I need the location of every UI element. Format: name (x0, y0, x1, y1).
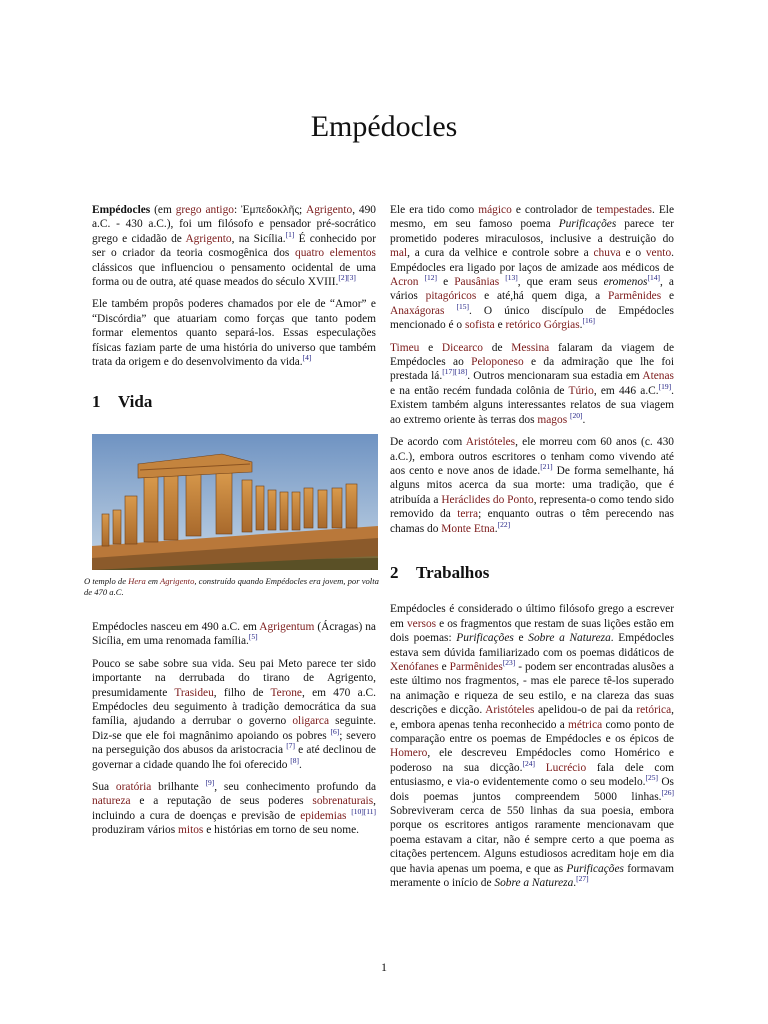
text-run: Sobre a Natureza (528, 632, 611, 645)
text-run: . Ele mesmo, em seu famoso poema (390, 204, 675, 231)
wiki-link[interactable]: Aristóteles (465, 436, 516, 449)
wiki-link[interactable]: Trasideu (174, 686, 214, 699)
wiki-link[interactable]: Agrigento (160, 575, 195, 586)
reference-link[interactable]: [6] (330, 726, 340, 736)
text-run: . (299, 758, 302, 771)
wiki-link[interactable]: Agrigentum (259, 620, 315, 633)
wiki-link[interactable]: retórica (636, 704, 672, 717)
text-run: ; severo na perseguição dos abusos da aristocracia (92, 729, 376, 757)
text-run: Ele também propôs poderes chamados por ele de “Amor” e “Discórdia” que atuariam como forças que tanto podem formar elementos quanto separá-los. Essas especulações físicas faziam parte de uma história do universo que também trata da origem e do desenvolvimento da vida. (92, 298, 376, 369)
reference-link[interactable]: [1] (285, 230, 295, 240)
wiki-link[interactable]: Terone (270, 686, 302, 699)
wiki-link[interactable]: Parmênides (607, 290, 662, 303)
wiki-link[interactable]: Agrigento (306, 204, 353, 216)
section-number: 1 (92, 392, 101, 412)
intro-paragraph-1 (92, 203, 376, 289)
text-run: Purificações (566, 862, 624, 875)
text-run: , construído quando Empédocles era jovem, por volta de 470 a.C. (84, 575, 379, 597)
travel-paragraph (390, 341, 674, 427)
wiki-link[interactable]: Xenófanes (390, 660, 439, 673)
text-run: , ele morreu com 60 anos (c. 430 a.C.), embora outros escritores o tenham como vivendo até aos cento e nove anos de idade. (390, 436, 674, 477)
text-run: , a vários (390, 276, 674, 303)
wiki-link[interactable]: Messina (511, 341, 550, 354)
text-run: e da admiração que lhe foi prestada lá. (390, 356, 674, 383)
section-heading-trabalhos (390, 562, 674, 582)
text-run: Empédocles é considerado o último filósofo grego a escrever em (390, 603, 674, 630)
text-run: Purificações (558, 218, 617, 231)
wiki-link[interactable]: Pausânias (454, 276, 500, 289)
text-run: , representa-o como tendo sido removido da (390, 493, 674, 521)
wiki-link[interactable]: Timeu (390, 341, 420, 354)
reference-link[interactable]: [19] (658, 382, 672, 392)
section-number: 2 (390, 562, 399, 582)
reference-link[interactable]: [14] (647, 273, 660, 283)
text-run: Pouco se sabe sobre sua vida. Seu pai Meto parece ter sido importante na derrubada do tirano de Agrigento, presumidamente (92, 657, 376, 699)
wiki-link[interactable]: natureza (92, 795, 131, 808)
text-run: , em 470 a.C. Empédocles deu seguimento à tradição democrática da sua família, ajudando a derrubar o governo (92, 686, 376, 728)
vida-paragraph-3 (92, 780, 376, 838)
wiki-link[interactable]: Anaxágoras (390, 304, 445, 317)
wiki-link[interactable]: magos (537, 413, 568, 426)
text-run: apelidou-o de pai da (534, 704, 637, 717)
text-run: . Empédocles era ligado por laços de amizade aos médicos de (390, 247, 675, 274)
text-run: falaram da viagem de Empédocles ao (390, 341, 674, 369)
wiki-link[interactable]: grego antigo (175, 204, 234, 216)
wiki-link[interactable]: epidemias (300, 809, 347, 822)
text-run: de (483, 341, 512, 354)
left-column (84, 203, 379, 846)
text-run: e até,há quem diga, a (476, 290, 608, 303)
text-run: e (437, 276, 455, 289)
wiki-link[interactable]: Atenas (642, 370, 674, 383)
reference-link[interactable]: [12] (424, 273, 438, 283)
reference-link[interactable]: [21] (540, 462, 553, 472)
wiki-link[interactable]: mitos (178, 824, 204, 837)
text-run: e os fragmentos que restam de suas lições estão em dois poemas: (390, 617, 675, 645)
text-run: Sobreviveram cerca de 550 linhas da sua poesia, embora porque os escritores antigos raramente mencionavam que poema estavam a citar, não é sempre certo a que poema as citações pertencem. Alguns estudiosos acreditam hoje em dia que havia apenas um poema, e que as (390, 805, 674, 875)
text-run: como ponto de comparação entre os poemas de Empédocles e os épicos de (390, 718, 675, 745)
text-run: (em (150, 204, 176, 216)
section-heading-vida (92, 392, 376, 412)
wiki-link[interactable]: vento (645, 247, 672, 260)
text-run: , a cura da velhice e controle sobre a (407, 247, 594, 260)
text-run: . (573, 877, 577, 890)
wiki-link[interactable]: sobrenaturais (312, 795, 374, 808)
reference-link[interactable]: [24] (522, 759, 535, 769)
text-run: Ele era tido como (390, 204, 479, 216)
reference-link[interactable]: [2][3] (338, 273, 356, 283)
wiki-link[interactable]: oligarca (292, 715, 330, 728)
text-run: , na Sicília. (231, 232, 286, 245)
death-paragraph (390, 435, 674, 536)
wiki-link[interactable]: chuva (593, 247, 621, 260)
reference-link[interactable]: [4] (302, 353, 312, 363)
text-run: : Ἐμπεδοκλῆς; (233, 204, 306, 216)
text-run: fala dele com entusiasmo, e via-o evidentemente como o seu modelo. (390, 761, 674, 789)
text-run (535, 762, 546, 774)
text-run: ; enquanto outras o têm perecendo nas chamas do (390, 508, 674, 535)
reference-link[interactable]: [15] (456, 302, 469, 312)
wiki-link[interactable]: quatro elementos (295, 247, 376, 260)
wiki-link[interactable]: Heráclides do Ponto (441, 493, 534, 506)
reference-link[interactable]: [23] (502, 658, 516, 668)
text-run: parece ter prometido poderes miraculosos, inclusive a destruição do (390, 218, 675, 245)
text-run: e histórias em torno de seu nome. (203, 824, 360, 837)
text-run: . (494, 522, 498, 535)
text-run: Os dois poemas juntos compreendem 5000 linhas. (390, 776, 674, 803)
text-run: , e, embora apenas tenha reconhecido a (390, 704, 674, 731)
text-run: . (579, 319, 583, 332)
text-run: e a reputação de seus poderes (130, 795, 313, 808)
wiki-link[interactable]: Parmênides (449, 660, 503, 673)
wiki-link[interactable]: Túrio (568, 384, 594, 397)
text-run: e (438, 660, 450, 673)
text-run: formavam meramente o início de (390, 862, 675, 890)
wiki-link[interactable]: sofista (464, 319, 495, 332)
text-run: e (494, 319, 506, 332)
text-run: e até declinou de governar a cidade quando lhe foi oferecido (92, 744, 376, 771)
text-run: . Existem também alguns interessantes relatos de sua viagem ao extremo oriente às terras dos (390, 384, 674, 426)
text-run: , em 446 a.C. (593, 384, 659, 397)
temple-photo (92, 434, 378, 570)
wiki-link[interactable]: Peloponeso (471, 356, 524, 369)
wiki-link[interactable]: tempestades (596, 204, 652, 216)
reference-link[interactable]: [10][11] (351, 806, 376, 816)
reference-link[interactable]: [22] (497, 519, 511, 529)
wiki-link[interactable]: Acron (390, 276, 419, 289)
trabalhos-paragraph (390, 602, 674, 890)
text-run: seguinte. Diz-se que ele foi magnânimo apoiando os pobres (92, 715, 376, 742)
reference-link[interactable]: [8] (290, 755, 300, 765)
text-run: Sobre a Natureza (494, 877, 574, 890)
section-title: Vida (118, 392, 153, 412)
text-run: Empédocles (92, 204, 151, 216)
reference-link[interactable]: [27] (576, 874, 589, 884)
wiki-link[interactable]: métrica (568, 718, 603, 731)
wiki-link[interactable]: pitagóricos (425, 290, 477, 303)
wiki-link[interactable]: Dicearco (441, 341, 483, 354)
text-run: brilhante (151, 780, 206, 793)
temple-of-hera-image (92, 434, 378, 570)
reference-link[interactable]: [9] (205, 778, 215, 788)
wiki-link[interactable]: Aristóteles (485, 704, 535, 717)
text-run: e controlador de (511, 204, 597, 216)
text-run: produziram vários (92, 824, 179, 837)
wiki-link[interactable]: mágico (478, 204, 512, 216)
wiki-link[interactable]: Lucrécio (545, 761, 587, 774)
wiki-link[interactable]: Górgias (543, 319, 580, 332)
text-run: Sua (92, 780, 116, 793)
reference-link[interactable]: [17][18] (442, 367, 468, 377)
reference-link[interactable]: [26] (661, 787, 674, 797)
text-run: De acordo com (390, 436, 466, 449)
text-run: . Outros mencionaram sua estadia em (467, 370, 643, 383)
text-run: É conhecido por ser o criador da teoria cosmogênica dos (92, 232, 377, 260)
wiki-link[interactable]: Hera (128, 575, 146, 586)
text-run: Purificações (456, 632, 514, 645)
vida-paragraph-2 (92, 657, 376, 772)
reference-link[interactable]: [5] (248, 632, 258, 642)
reference-link[interactable]: [16] (582, 316, 595, 326)
wiki-link[interactable]: Monte Etna (441, 522, 495, 535)
text-run: e o (620, 247, 646, 260)
wiki-link[interactable]: oratória (115, 780, 152, 793)
text-run (444, 305, 456, 317)
wiki-link[interactable]: terra (457, 508, 479, 521)
reference-link[interactable]: [7] (286, 741, 295, 751)
section-title: Trabalhos (416, 562, 490, 582)
text-run: e (419, 341, 442, 354)
text-run: Empédocles nasceu em 490 a.C. em (92, 620, 260, 633)
intro-paragraph-2 (92, 297, 376, 369)
reference-link[interactable]: [25] (645, 773, 658, 783)
text-run: (Ácragas) na Sicília, em uma renomada família. (92, 620, 376, 648)
wiki-link[interactable]: Agrigento (185, 232, 232, 245)
reference-link[interactable]: [20] (570, 410, 583, 420)
wiki-link[interactable]: retórico (505, 319, 541, 332)
text-run: , que eram seus (517, 276, 604, 289)
text-run: , incluindo a cura de doenças e previsão de (92, 795, 376, 822)
wiki-link[interactable]: mal (390, 247, 408, 260)
text-run: O templo de (84, 575, 129, 586)
right-column (390, 203, 674, 898)
text-run: . (582, 413, 586, 426)
text-run: em (145, 575, 160, 586)
text-run: , filho de (213, 686, 271, 699)
text-run: e (661, 290, 675, 303)
magic-paragraph (390, 203, 674, 333)
text-run: , 490 a.C. - 430 a.C.), foi um filósofo e pensador pré-socrático grego e cidadão de (92, 204, 376, 245)
figure-caption (84, 576, 380, 598)
reference-link[interactable]: [13] (505, 273, 518, 283)
wiki-link[interactable]: versos (406, 617, 437, 630)
text-run: , ele descreveu Empédocles como Homérico e poderoso na sua dicção. (390, 747, 674, 774)
text-run: eromenos (603, 276, 648, 289)
wiki-link[interactable]: Homero (390, 747, 428, 760)
page-title: Empédocles (310, 110, 458, 143)
text-run: . O único discípulo de Empédocles mencionado é o (390, 304, 674, 332)
text-run: De forma semelhante, há alguns mitos acerca da sua morte: uma tradição, que é atribuída a (390, 464, 674, 506)
text-run: e na então recém fundada colônia de (390, 384, 569, 397)
text-run: - podem ser encontradas alusões a este último nos fragmentos, - mas ele parece tê-los superado na animação e riqueza de seu estilo, e na clareza das suas descrições e dicção. (390, 660, 674, 717)
text-run: clássicos que influenciou o pensamento ocidental de uma forma ou de outra, até quase meados do século XVIII. (92, 261, 376, 289)
page-number: 1 (381, 960, 387, 974)
vida-paragraph-1 (92, 620, 376, 649)
text-run: , seu conhecimento profundo da (214, 780, 376, 793)
text-run: e (513, 632, 529, 645)
text-run: . Empédocles estava sem dúvida familiarizado com os poemas didáticos de (390, 632, 674, 659)
